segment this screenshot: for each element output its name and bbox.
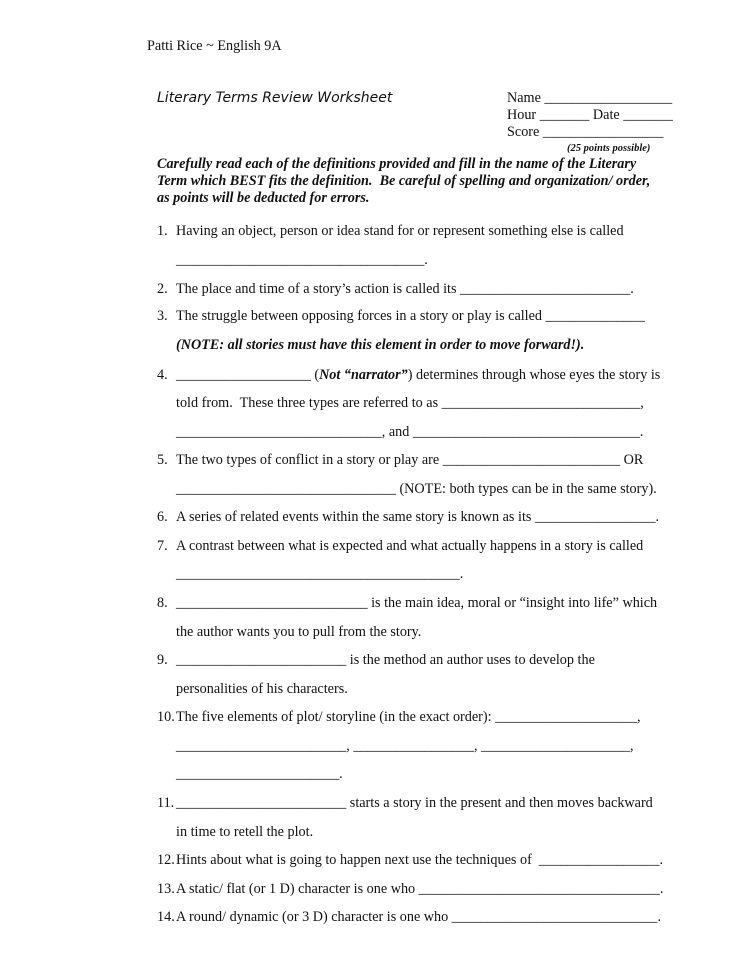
item-number: 10. <box>157 709 175 725</box>
item-number: 8. <box>157 595 168 611</box>
item-text: A series of related events within the same story is known as its _________________. <box>176 509 660 525</box>
item-number: 14. <box>157 909 175 925</box>
answer-blank[interactable]: _______________________. <box>176 766 343 782</box>
item-text: Having an object, person or idea stand for or represent something else is called <box>176 223 624 239</box>
item-number: 9. <box>157 652 168 668</box>
item-text: personalities of his characters. <box>176 681 348 697</box>
item-text: The place and time of a story’s action is called its ________________________. <box>176 281 634 297</box>
item-number: 3. <box>157 308 168 324</box>
item-text: ___________________________ is the main idea, moral or “insight into life” which <box>176 595 658 611</box>
name-field[interactable]: Name __________________ <box>507 90 673 106</box>
item-text: ________________________, _________________, _____________________, <box>176 738 634 754</box>
score-field[interactable]: Score _________________ <box>507 124 664 140</box>
instructions-line: as points will be deducted for errors. <box>157 190 370 206</box>
item-number: 5. <box>157 452 168 468</box>
item-text: The five elements of plot/ storyline (in the exact order): ____________________, <box>176 709 641 725</box>
author-line: Patti Rice ~ English 9A <box>147 38 282 54</box>
item-number: 11. <box>157 795 175 811</box>
item-number: 4. <box>157 367 168 383</box>
page-title: Literary Terms Review Worksheet <box>157 90 393 106</box>
hour-date-field[interactable]: Hour _______ Date _______ <box>507 107 673 123</box>
item-text-part: ) determines through whose eyes the story is <box>407 367 661 383</box>
item-text: A contrast between what is expected and what actually happens in a story is called <box>176 538 644 554</box>
instructions-line: Term which BEST fits the definition. Be careful of spelling and organization/ order, <box>157 173 651 189</box>
item-text: ________________________ is the method an author uses to develop the <box>176 652 595 668</box>
answer-blank[interactable]: ________________________________________. <box>176 566 464 582</box>
item-text: the author wants you to pull from the story. <box>176 624 422 640</box>
item-number: 6. <box>157 509 168 525</box>
item-text: told from. These three types are referred to as ____________________________, <box>176 395 644 411</box>
points-possible: (25 points possible) <box>567 143 651 154</box>
item-text: ________________________ starts a story in the present and then moves backward <box>176 795 653 811</box>
item-text: The two types of conflict in a story or play are _________________________ OR <box>176 452 644 468</box>
item-text: The struggle between opposing forces in a story or play is called ______________ <box>176 308 645 324</box>
item-text: _______________________________ (NOTE: both types can be in the same story). <box>176 481 657 497</box>
item-number: 7. <box>157 538 168 554</box>
item-text: A static/ flat (or 1 D) character is one who __________________________________. <box>176 881 664 897</box>
item-number: 12. <box>157 852 175 868</box>
item-number: 2. <box>157 281 168 297</box>
answer-blank[interactable]: ___________________________________. <box>176 252 428 268</box>
item-text: in time to retell the plot. <box>176 824 314 840</box>
item-text-part: ___________________ ( <box>176 367 320 383</box>
item-emphasis: Not “narrator” <box>319 367 408 383</box>
item-number: 13. <box>157 881 175 897</box>
item-text <box>176 366 660 384</box>
item-note: (NOTE: all stories must have this element in order to move forward!). <box>176 337 585 353</box>
item-text: _____________________________, and ________________________________. <box>176 424 644 440</box>
item-text: Hints about what is going to happen next use the techniques of _________________. <box>176 852 664 868</box>
item-text: A round/ dynamic (or 3 D) character is one who _____________________________. <box>176 909 662 925</box>
item-number: 1. <box>157 223 168 239</box>
instructions-line: Carefully read each of the definitions provided and fill in the name of the Literary <box>157 156 637 172</box>
